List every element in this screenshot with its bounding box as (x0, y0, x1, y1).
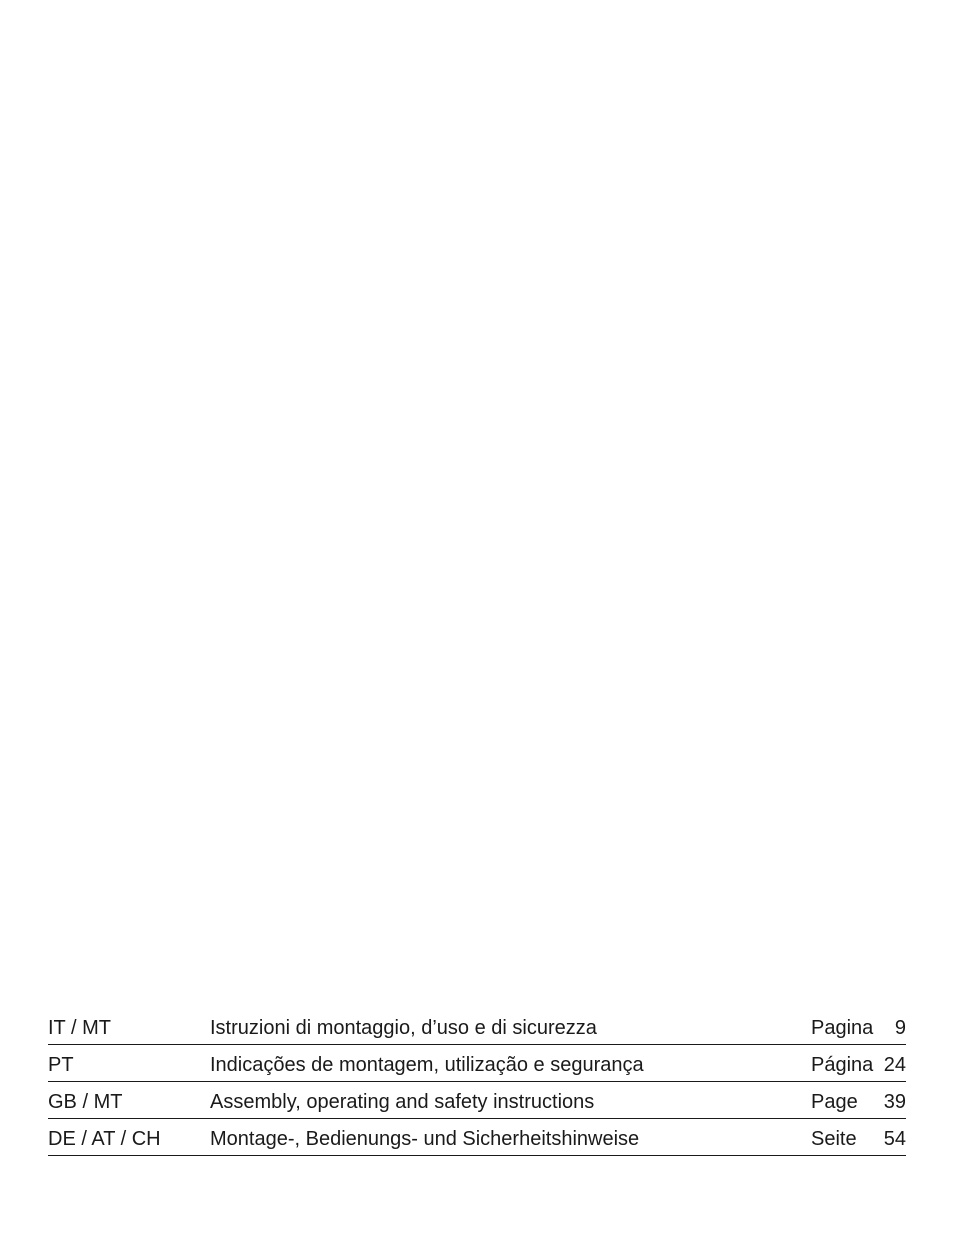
country-code: PT (48, 1054, 74, 1076)
page-label: Seite (811, 1128, 857, 1150)
section-title: Istruzioni di montaggio, d’uso e di sicurezza (210, 1017, 597, 1039)
country-code: GB / MT (48, 1091, 123, 1113)
country-code: IT / MT (48, 1017, 111, 1039)
page-number: 24 (883, 1054, 906, 1076)
toc-row-gb-mt (48, 1083, 906, 1119)
section-title: Montage-, Bedienungs- und Sicherheitshinweise (210, 1128, 640, 1150)
page-number: 9 (894, 1017, 906, 1039)
toc-row-de-at-ch (48, 1120, 906, 1156)
page-label: Pagina (811, 1017, 874, 1039)
section-title: Assembly, operating and safety instructions (210, 1091, 595, 1113)
section-title: Indicações de montagem, utilização e segurança (210, 1054, 644, 1076)
page-number: 54 (883, 1128, 906, 1150)
page-label: Página (811, 1054, 874, 1076)
language-index-table (48, 1009, 906, 1157)
page-number: 39 (883, 1091, 906, 1113)
country-code: DE / AT / CH (48, 1128, 161, 1150)
toc-row-pt (48, 1046, 906, 1082)
toc-row-it-mt (48, 1009, 906, 1045)
page-label: Page (811, 1091, 858, 1113)
